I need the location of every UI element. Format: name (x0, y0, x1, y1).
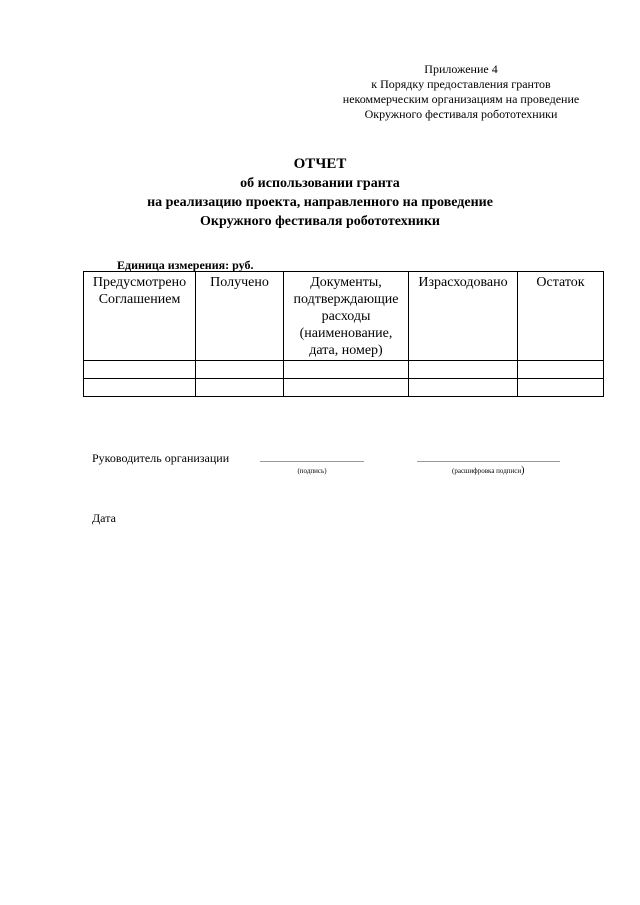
decode-caption-bracket: ) (521, 465, 525, 476)
table-cell[interactable] (409, 379, 518, 397)
decode-caption-text: (расшифровка подписи (452, 467, 522, 475)
header-text: Остаток (536, 275, 585, 290)
report-title (0, 155, 640, 231)
column-header-planned (84, 272, 196, 361)
title-line: Окружного фестиваля робототехники (200, 214, 440, 229)
header-text: Израсходовано (418, 275, 508, 290)
appendix-line: к Порядку предоставления грантов (371, 77, 551, 91)
signature-line (260, 461, 364, 462)
table-cell[interactable] (518, 361, 604, 379)
appendix-line: некоммерческим организациям на проведение (342, 92, 580, 106)
signature-caption: (подпись) (297, 467, 327, 475)
column-header-remainder (518, 272, 604, 361)
column-header-documents (284, 272, 409, 361)
title-line: об использовании гранта (240, 176, 400, 191)
signature-decode-caption (452, 465, 524, 476)
unit-label: Единица измерения: руб. (117, 258, 254, 272)
title-main: ОТЧЕТ (293, 156, 347, 172)
header-text: дата, номер) (309, 343, 383, 358)
table-cell[interactable] (84, 361, 196, 379)
header-text: Получено (210, 275, 269, 290)
table-cell[interactable] (196, 361, 284, 379)
header-text: Соглашением (98, 292, 181, 307)
table-cell[interactable] (284, 361, 409, 379)
table-cell[interactable] (196, 379, 284, 397)
report-table (83, 271, 604, 397)
table-cell[interactable] (409, 361, 518, 379)
table-row (84, 361, 604, 379)
signature-decode-line (417, 461, 560, 462)
table-cell[interactable] (518, 379, 604, 397)
header-text: Предусмотрено (92, 275, 187, 290)
table-header-row (84, 272, 604, 361)
appendix-line: Приложение 4 (424, 62, 498, 76)
table-cell[interactable] (284, 379, 409, 397)
column-header-received (196, 272, 284, 361)
appendix-line: Окружного фестиваля робототехники (364, 107, 558, 121)
header-text: подтверждающие (293, 292, 399, 307)
appendix-header (300, 62, 622, 122)
table-cell[interactable] (84, 379, 196, 397)
header-text: Документы, (310, 275, 382, 290)
header-text: (наименование, (299, 326, 393, 341)
column-header-spent (409, 272, 518, 361)
title-line: на реализацию проекта, направленного на проведение (147, 195, 493, 210)
date-label: Дата (92, 511, 116, 525)
table-row (84, 379, 604, 397)
header-text: расходы (321, 309, 371, 324)
signature-label: Руководитель организации (92, 451, 230, 465)
